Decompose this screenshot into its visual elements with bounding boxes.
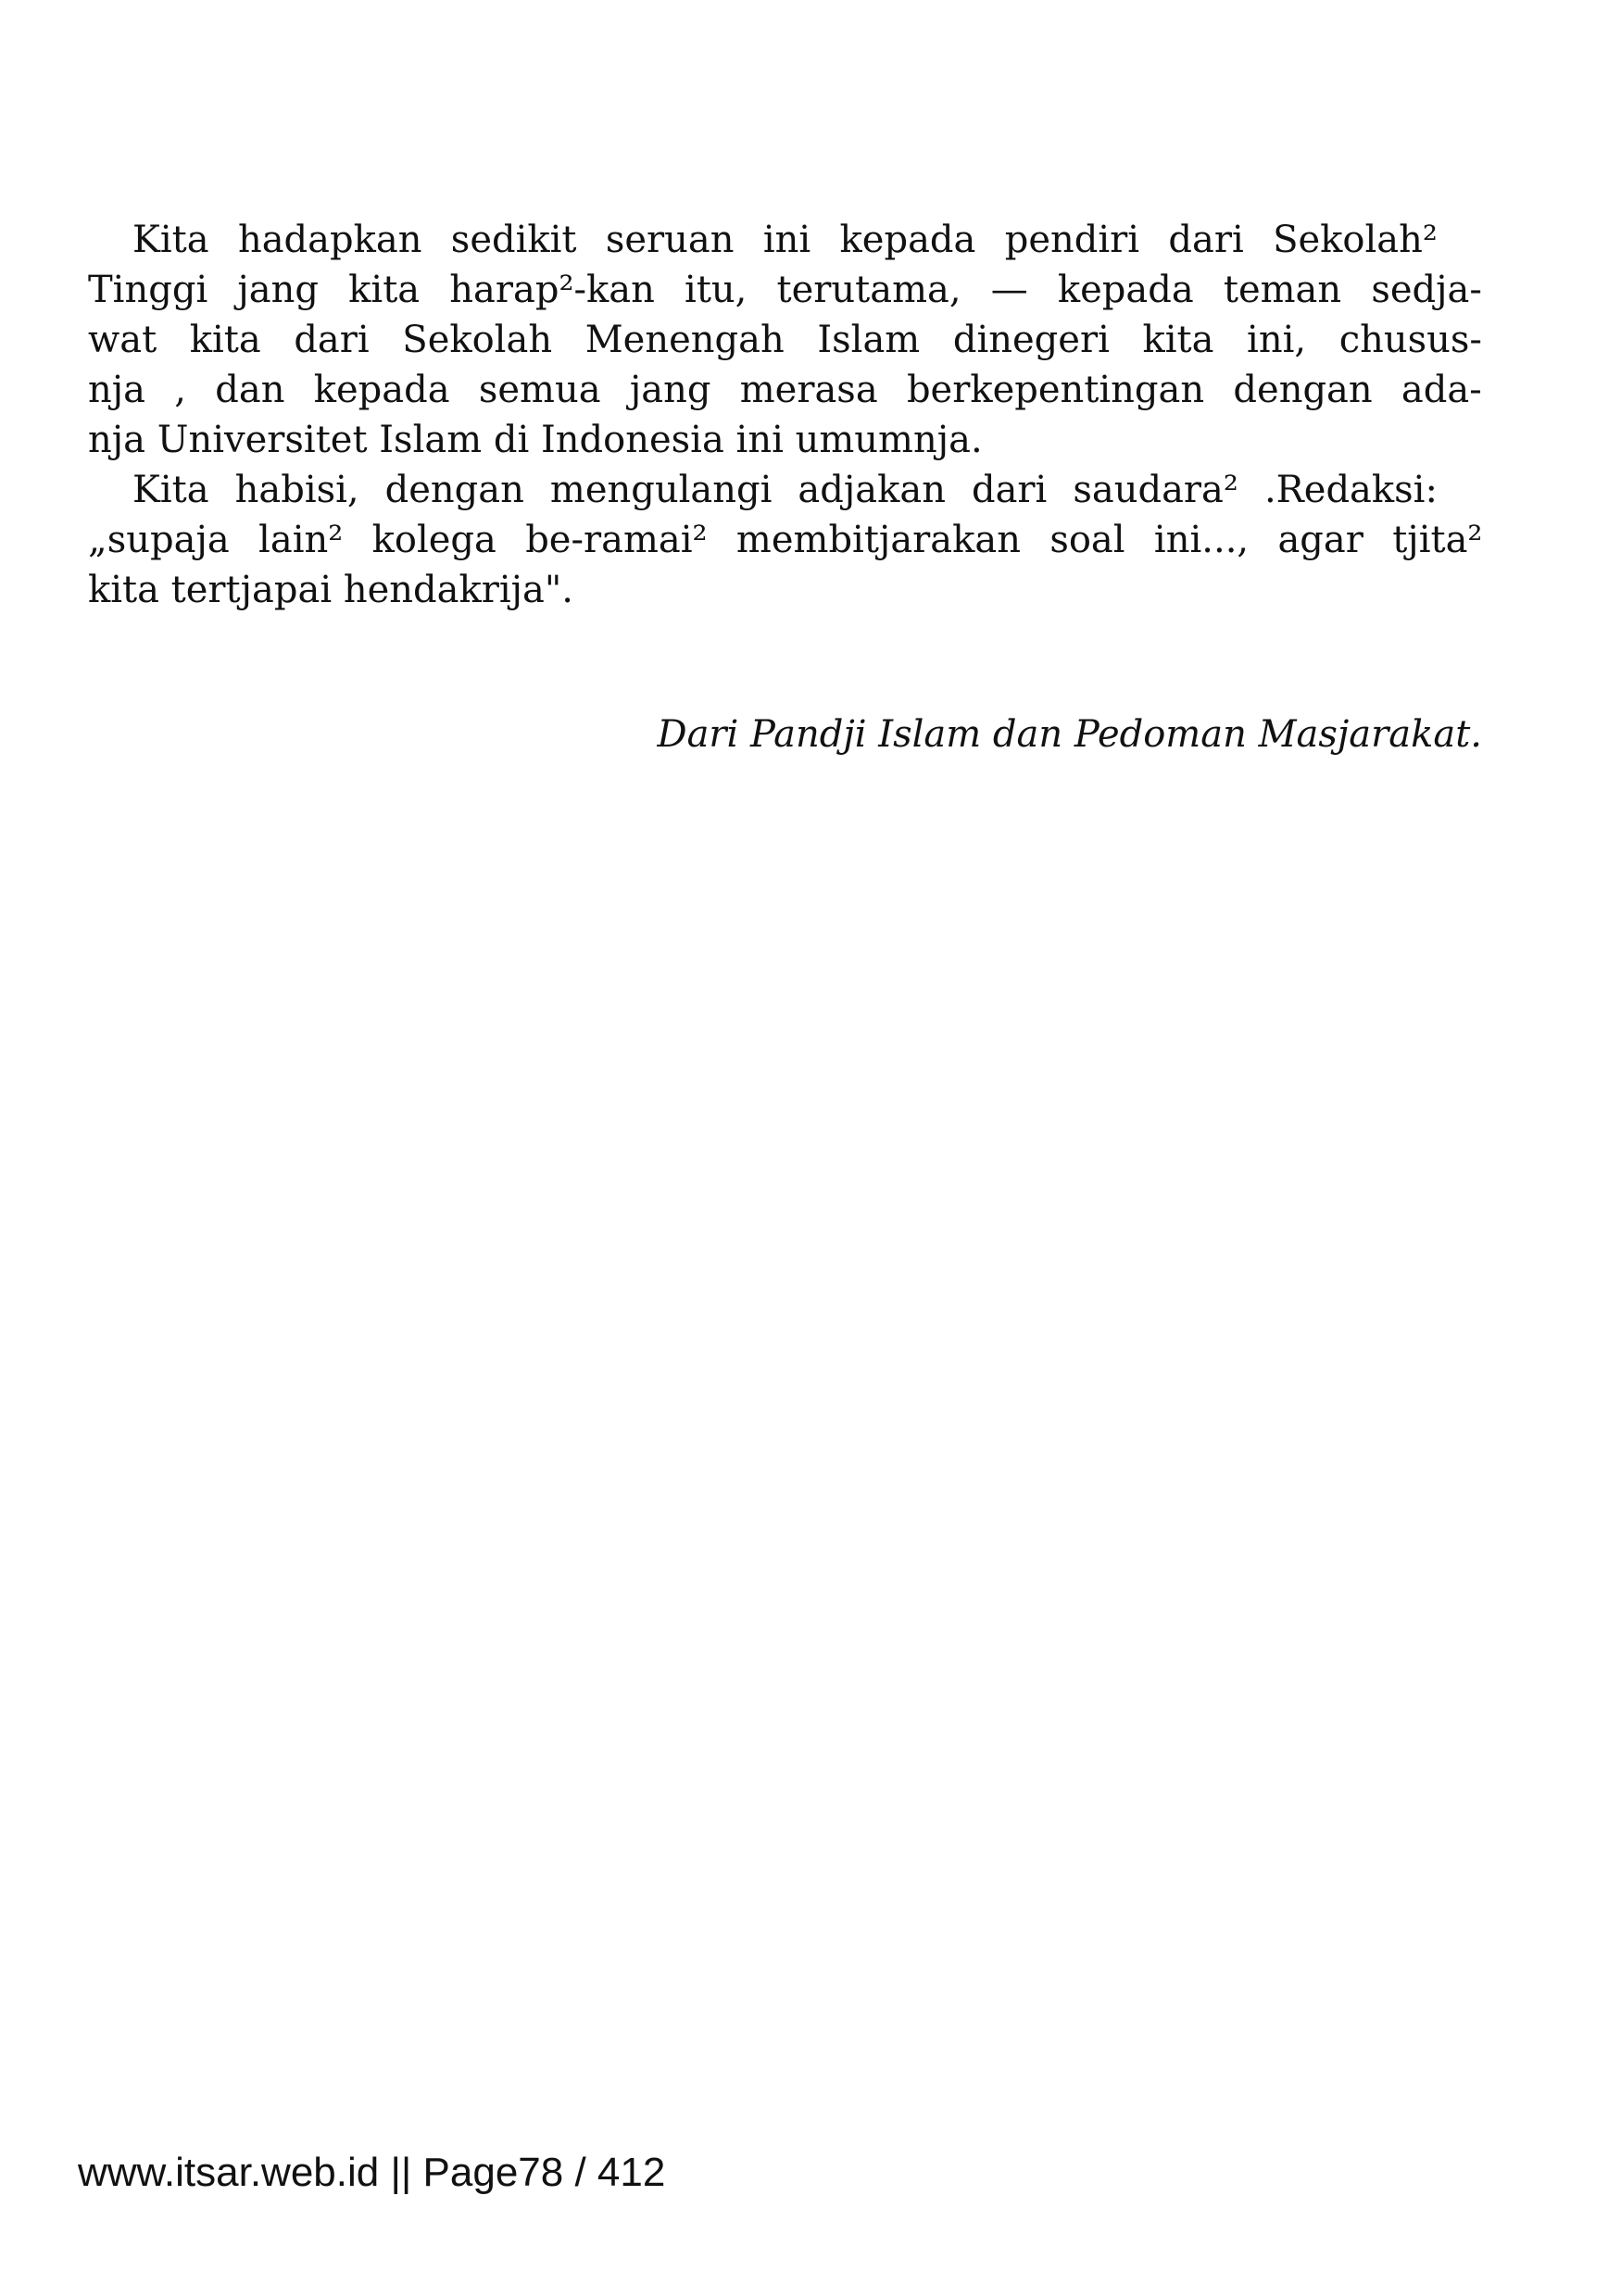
- paragraph-1: [88, 215, 1482, 465]
- text-line: „supaja lain² kolega be-ramai² membitjarakan soal ini..., agar tjita²: [88, 519, 1483, 561]
- text-line: nja Universitet Islam di Indonesia ini umumnja.: [88, 419, 983, 461]
- paragraph-2: [88, 465, 1482, 615]
- text-line: Tinggi jang kita harap²-kan itu, terutama, — kepada teman sedja-: [88, 269, 1482, 311]
- page-footer: www.itsar.web.id || Page78 / 412: [78, 2150, 666, 2195]
- source-attribution: Dari Pandji Islam dan Pedoman Masjarakat.: [657, 713, 1482, 756]
- text-line: kita tertjapai hendakrija".: [88, 569, 573, 611]
- text-line: nja , dan kepada semua jang merasa berkepentingan dengan ada-: [88, 369, 1482, 411]
- text-line: wat kita dari Sekolah Menengah Islam dinegeri kita ini, chusus-: [88, 319, 1482, 361]
- text-line: Kita hadapkan sedikit seruan ini kepada pendiri dari Sekolah²: [132, 219, 1438, 261]
- article-body: [88, 215, 1482, 615]
- text-line: Kita habisi, dengan mengulangi adjakan dari saudara² .Redaksi:: [132, 469, 1438, 511]
